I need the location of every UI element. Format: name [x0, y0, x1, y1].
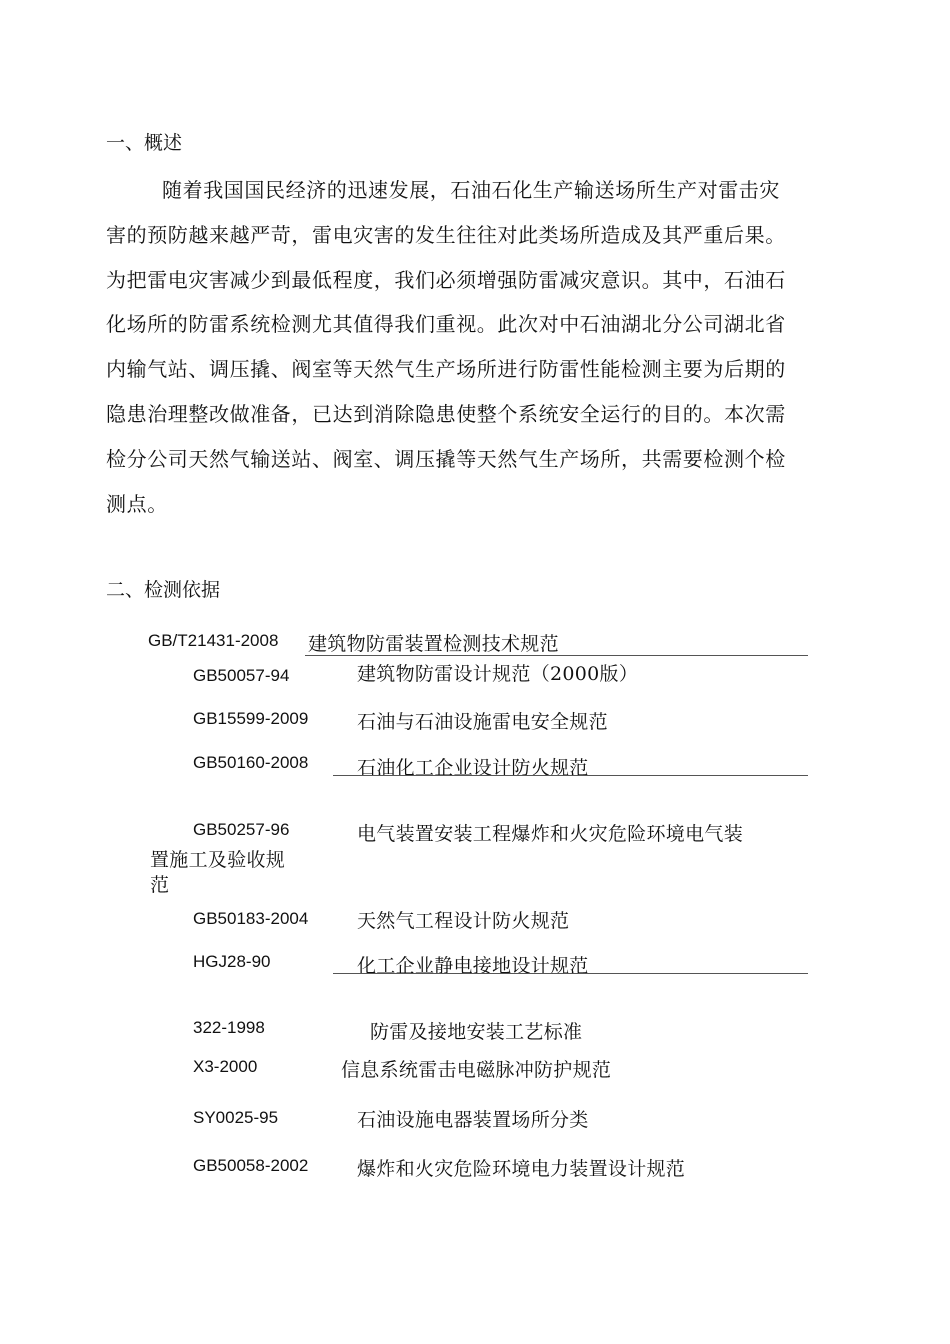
standard-title: 石油化工企业设计防火规范: [357, 757, 589, 779]
paragraph-line: 内输气站、调压撬、阀室等天然气生产场所进行防雷性能检测主要为后期的: [106, 357, 786, 382]
standard-code: GB50160-2008: [193, 753, 309, 772]
standard-code: HGJ28-90: [193, 952, 271, 971]
standard-title: 电气装置安装工程爆炸和火灾危险环境电气装: [357, 823, 744, 845]
section-heading-basis: 二、检测依据: [106, 579, 221, 601]
standard-title: 化工企业静电接地设计规范: [357, 955, 589, 977]
standard-code: GB50183-2004: [193, 909, 309, 928]
standard-title: 防雷及接地安装工艺标准: [370, 1021, 583, 1043]
standard-title: 天然气工程设计防火规范: [357, 910, 570, 932]
standard-title: 爆炸和火灾危险环境电力装置设计规范: [357, 1158, 686, 1180]
standard-title-continuation: 范: [150, 874, 170, 896]
paragraph-line: 害的预防越来越严苛，雷电灾害的发生往往对此类场所造成及其严重后果。: [106, 222, 786, 247]
standard-code: 322-1998: [193, 1018, 265, 1037]
standard-title-continuation: 置施工及验收规: [150, 849, 286, 871]
standard-code: GB15599-2009: [193, 709, 309, 728]
standard-title: 石油设施电器装置场所分类: [357, 1109, 589, 1131]
standard-title: 信息系统雷击电磁脉冲防护规范: [341, 1059, 612, 1081]
paragraph-line: 测点。: [106, 491, 168, 516]
underline-rule: [305, 655, 808, 656]
standard-title: 建筑物防雷装置检测技术规范: [308, 633, 559, 655]
standard-code: X3-2000: [193, 1057, 258, 1076]
overview-paragraph: [106, 168, 848, 526]
paragraph-line: 随着我国国民经济的迅速发展，石油石化生产输送场所生产对雷击灾: [162, 178, 780, 202]
standard-code: SY0025-95: [193, 1108, 279, 1127]
paragraph-line: 为把雷电灾害减少到最低程度，我们必须增强防雷减灾意识。其中，石油石: [106, 267, 786, 292]
standard-title: 石油与石油设施雷电安全规范: [357, 711, 608, 733]
paragraph-line: 化场所的防雷系统检测尤其值得我们重视。此次对中石油湖北分公司湖北省: [106, 312, 786, 337]
standard-code: GB50057-94: [193, 666, 290, 685]
standard-code: GB/T21431-2008: [148, 631, 279, 650]
standard-title: 建筑物防雷设计规范（2000版）: [357, 663, 639, 685]
standard-code: GB50058-2002: [193, 1156, 309, 1175]
standard-code: GB50257-96: [193, 820, 290, 839]
paragraph-line: 检分公司天然气输送站、阀室、调压撬等天然气生产场所，共需要检测个检: [106, 446, 786, 471]
underline-rule: [333, 775, 808, 776]
paragraph-line: 隐患治理整改做准备，已达到消除隐患使整个系统安全运行的目的。本次需: [106, 401, 786, 426]
underline-rule: [333, 973, 808, 974]
section-heading-overview: 一、概述: [106, 132, 183, 154]
